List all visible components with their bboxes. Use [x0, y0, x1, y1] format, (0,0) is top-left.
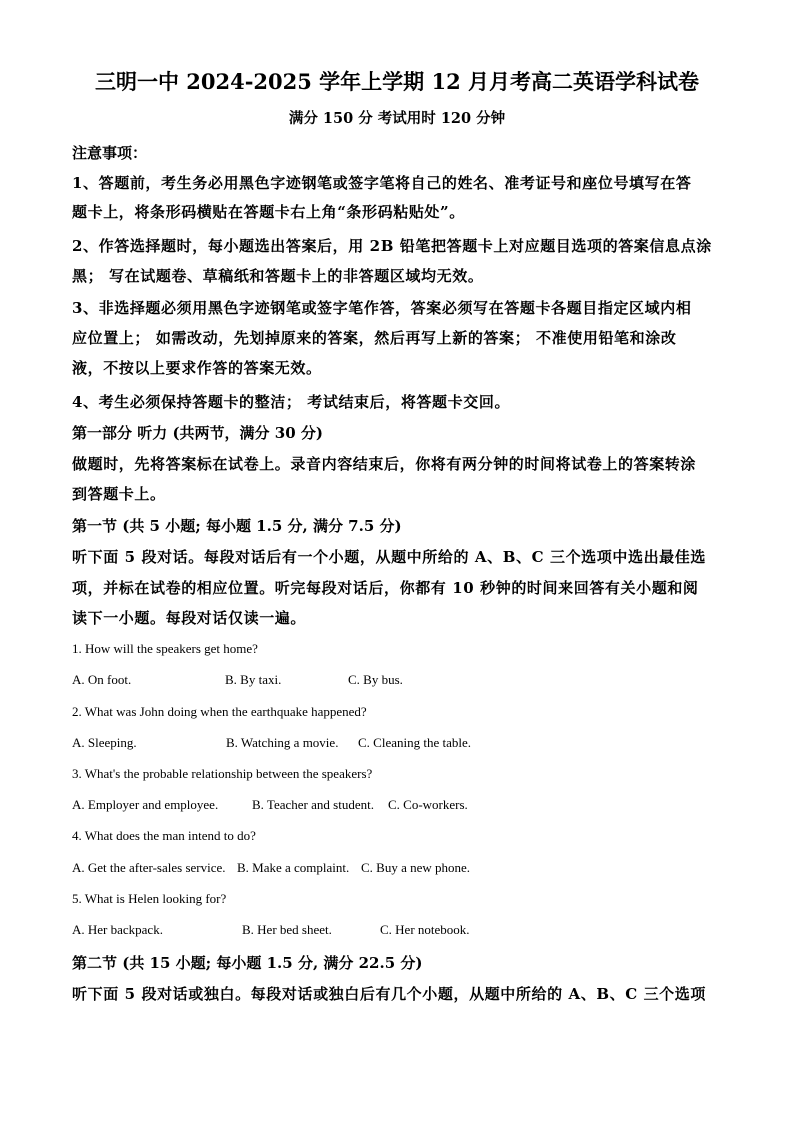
notes-heading: 注意事项：	[72, 144, 148, 162]
question-4: 4. What does the man intend to do?	[72, 828, 256, 843]
exam-subtitle: 满分 150 分 考试用时 120 分钟	[288, 110, 506, 127]
note-1-line-1: 1、答题前，考生务必用黑色字迹钢笔或签字笔将自己的姓名、准考证号和座位号填写在答	[72, 174, 692, 192]
note-3-line-1: 3、非选择题必须用黑色字迹钢笔或签字笔作答，答案必须写在答题卡各题目指定区域内相	[72, 299, 692, 317]
note-2-line-2: 黑； 写在试题卷、草稿纸和答题卡上的非答题区域均无效。	[72, 267, 484, 285]
part-1-heading: 第一部分 听力 (共两节，满分 30 分)	[72, 424, 323, 442]
question-2-option-b: B. Watching a movie.	[226, 735, 339, 750]
part-1-instr-line-2: 到答题卡上。	[72, 485, 166, 503]
question-3-option-c: C. Co-workers.	[388, 797, 468, 812]
section-1-instr-line-2: 项，并标在试卷的相应位置。听完每段对话后，你都有 10 秒钟的时间来回答有关小题和阅	[72, 579, 699, 597]
question-5: 5. What is Helen looking for?	[72, 891, 227, 906]
section-1-instr-line-1: 听下面 5 段对话。每段对话后有一个小题，从题中所给的 A、B、C 三个选项中选出最佳选	[72, 548, 706, 566]
question-2: 2. What was John doing when the earthquake happened?	[72, 704, 367, 719]
section-2-heading: 第二节 (共 15 小题; 每小题 1.5 分, 满分 22.5 分)	[72, 954, 423, 972]
question-1-option-a: A. On foot.	[72, 672, 132, 687]
question-1-option-c: C. By bus.	[348, 672, 403, 687]
section-1-heading: 第一节 (共 5 小题; 每小题 1.5 分, 满分 7.5 分)	[72, 517, 402, 535]
note-2-line-1: 2、作答选择题时，每小题选出答案后，用 2B 铅笔把答题卡上对应题目选项的答案信息点涂	[72, 237, 712, 255]
question-5-option-c: C. Her notebook.	[380, 922, 470, 937]
note-3-line-2: 应位置上； 如需改动，先划掉原来的答案，然后再写上新的答案； 不准使用铅笔和涂改	[72, 329, 677, 347]
note-4: 4、考生必须保持答题卡的整洁； 考试结束后，将答题卡交回。	[72, 393, 511, 411]
note-1-line-2: 题卡上，将条形码横贴在答题卡右上角“条形码粘贴处”。	[72, 203, 465, 221]
question-4-option-a: A. Get the after-sales service.	[72, 860, 226, 875]
question-3-option-b: B. Teacher and student.	[252, 797, 374, 812]
section-2-instr-line-1: 听下面 5 段对话或独白。每段对话或独白后有几个小题，从题中所给的 A、B、C 三个选项	[72, 985, 706, 1003]
question-3-option-a: A. Employer and employee.	[72, 797, 219, 812]
question-3: 3. What's the probable relationship between the speakers?	[72, 766, 373, 781]
section-1-instr-line-3: 读下一小题。每段对话仅读一遍。	[72, 609, 307, 627]
question-4-option-c: C. Buy a new phone.	[361, 860, 471, 875]
question-2-option-c: C. Cleaning the table.	[358, 735, 472, 750]
question-5-option-b: B. Her bed sheet.	[242, 922, 332, 937]
note-3-line-3: 液，不按以上要求作答的答案无效。	[72, 359, 322, 377]
question-4-option-b: B. Make a complaint.	[237, 860, 350, 875]
question-1: 1. How will the speakers get home?	[72, 641, 258, 656]
question-1-option-b: B. By taxi.	[225, 672, 282, 687]
part-1-instr-line-1: 做题时，先将答案标在试卷上。录音内容结束后，你将有两分钟的时间将试卷上的答案转涂	[72, 455, 697, 473]
question-2-option-a: A. Sleeping.	[72, 735, 137, 750]
question-5-option-a: A. Her backpack.	[72, 922, 163, 937]
exam-title: 三明一中 2024-2025 学年上学期 12 月月考高二英语学科试卷	[94, 69, 700, 94]
